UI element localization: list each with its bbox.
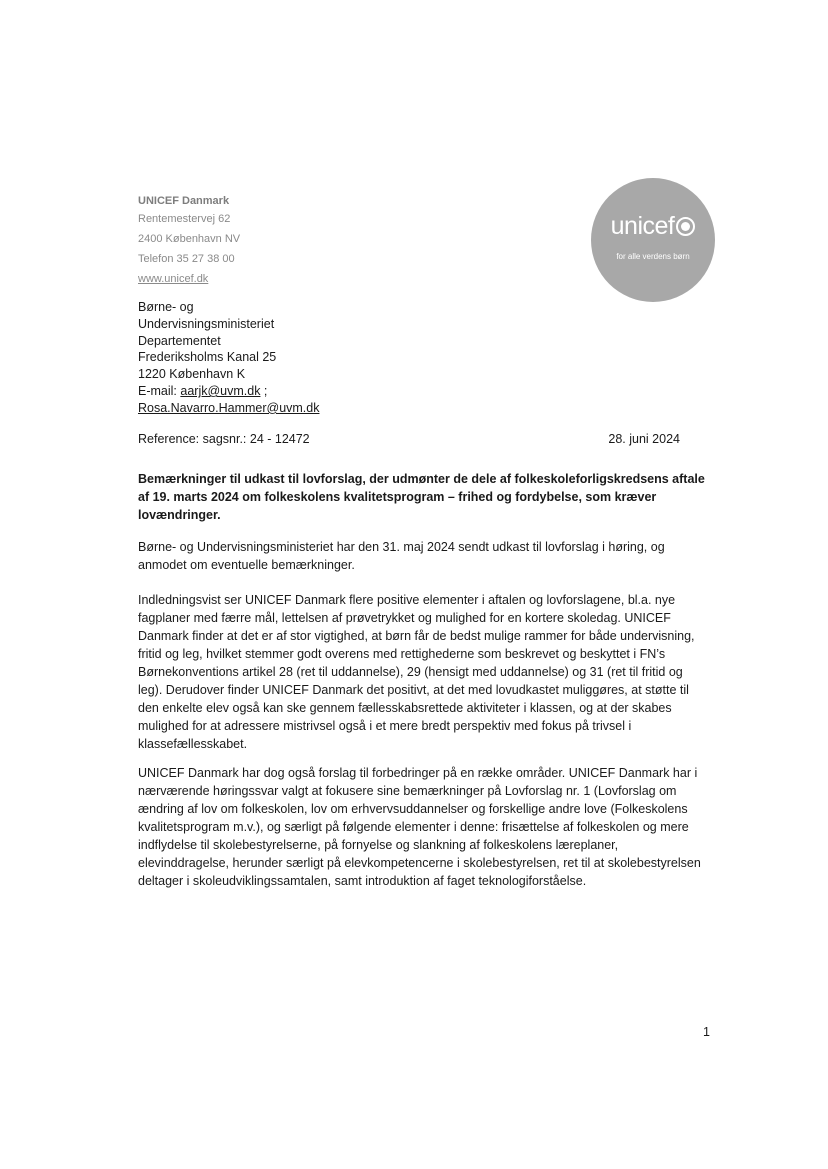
letter-subject: Bemærkninger til udkast til lovforslag, der udmønter de dele af folkeskoleforligskredsens aftale af 19. marts 2024 om folkeskolens kvalitetsprogram – frihed og fordybelse, som kræver lovændringer. — [138, 472, 705, 522]
sender-org: UNICEF Danmark — [138, 195, 230, 207]
email-label: E-mail: — [138, 383, 181, 398]
recipient-email-line — [138, 383, 319, 400]
recipient-line: Departementet — [138, 333, 221, 348]
globe-icon — [676, 217, 695, 236]
email-link-2[interactable]: Rosa.Navarro.Hammer@uvm.dk — [138, 400, 320, 415]
recipient-address — [138, 299, 319, 417]
reference-number: Reference: sagsnr.: 24 - 12472 — [138, 432, 310, 446]
sender-address — [138, 193, 240, 289]
body-paragraph: Børne- og Undervisningsministeriet har den 31. maj 2024 sendt udkast til lovforslag i høring, og anmodet om eventuelle bemærkninger. — [138, 540, 665, 572]
sender-phone: Telefon 35 27 38 00 — [138, 253, 235, 265]
sender-city: 2400 København NV — [138, 233, 241, 245]
unicef-logo — [591, 178, 715, 302]
email-link-1[interactable]: aarjk@uvm.dk — [180, 383, 261, 398]
email-separator: ; — [260, 383, 268, 398]
recipient-line: 1220 København K — [138, 367, 246, 382]
recipient-line: Undervisningsministeriet — [138, 316, 275, 331]
recipient-line: Frederiksholms Kanal 25 — [138, 350, 277, 365]
sender-website-link[interactable]: www.unicef.dk — [138, 273, 209, 285]
logo-wordmark: unicef — [591, 212, 715, 241]
body-paragraph: Indledningsvist ser UNICEF Danmark flere positive elementer i aftalen og lovforslagene, bl.a. nye fagplaner med færre mål, lettelsen af prøvetrykket og mulighed for en kortere skoledag. UNICEF Danmark finder at det er af stor vigtighed, at børn får de bedst mulige rammer for både undervisning, fritid og leg, hvilket stemmer godt overens med rettighederne som beskrevet og beskyttet i FN’s Børnekonventions artikel 28 (ret til uddannelse), 29 (hensigt med uddannelse) og 31 (ret til fritid og leg). Derudover finder UNICEF Danmark det positivt, at det med lovudkastet muliggøres, at støtte til den enkelte elev også kan ske gennem fællesskabsrettede aktiviteter i klassen, og at der skabes mulighed for at adressere mistrivsel også i et mere bredt perspektiv med fokus på trivsel i klassefællesskabet. — [138, 593, 695, 751]
body-paragraph: UNICEF Danmark har dog også forslag til forbedringer på en række områder. UNICEF Danmark har i nærværende høringssvar valgt at fokusere sine bemærkninger på Lovforslag nr. 1 (Lovforslag om ændring af lov om folkeskolen, lov om erhvervsuddannelser og forskellige andre love (Folkeskolens kvalitetsprogram m.v.), og særligt på følgende elementer i denne: frisættelse af folkeskolen og mere indflydelse til skolebestyrelserne, på fornyelse og slankning af folkeskolens læreplaner, elevinddragelse, herunder særligt på elevkompetencerne i skolebestyrelsen, ret til at skolebestyrelsen deltager i skoleudviklingssamtalen, samt introduktion af faget teknologiforståelse. — [138, 766, 701, 888]
recipient-line: Børne- og — [138, 300, 194, 314]
sender-street: Rentemestervej 62 — [138, 213, 231, 225]
page-number: 1 — [703, 1025, 710, 1039]
letter-date: 28. juni 2024 — [608, 432, 680, 446]
logo-tagline: for alle verdens børn — [616, 252, 690, 261]
